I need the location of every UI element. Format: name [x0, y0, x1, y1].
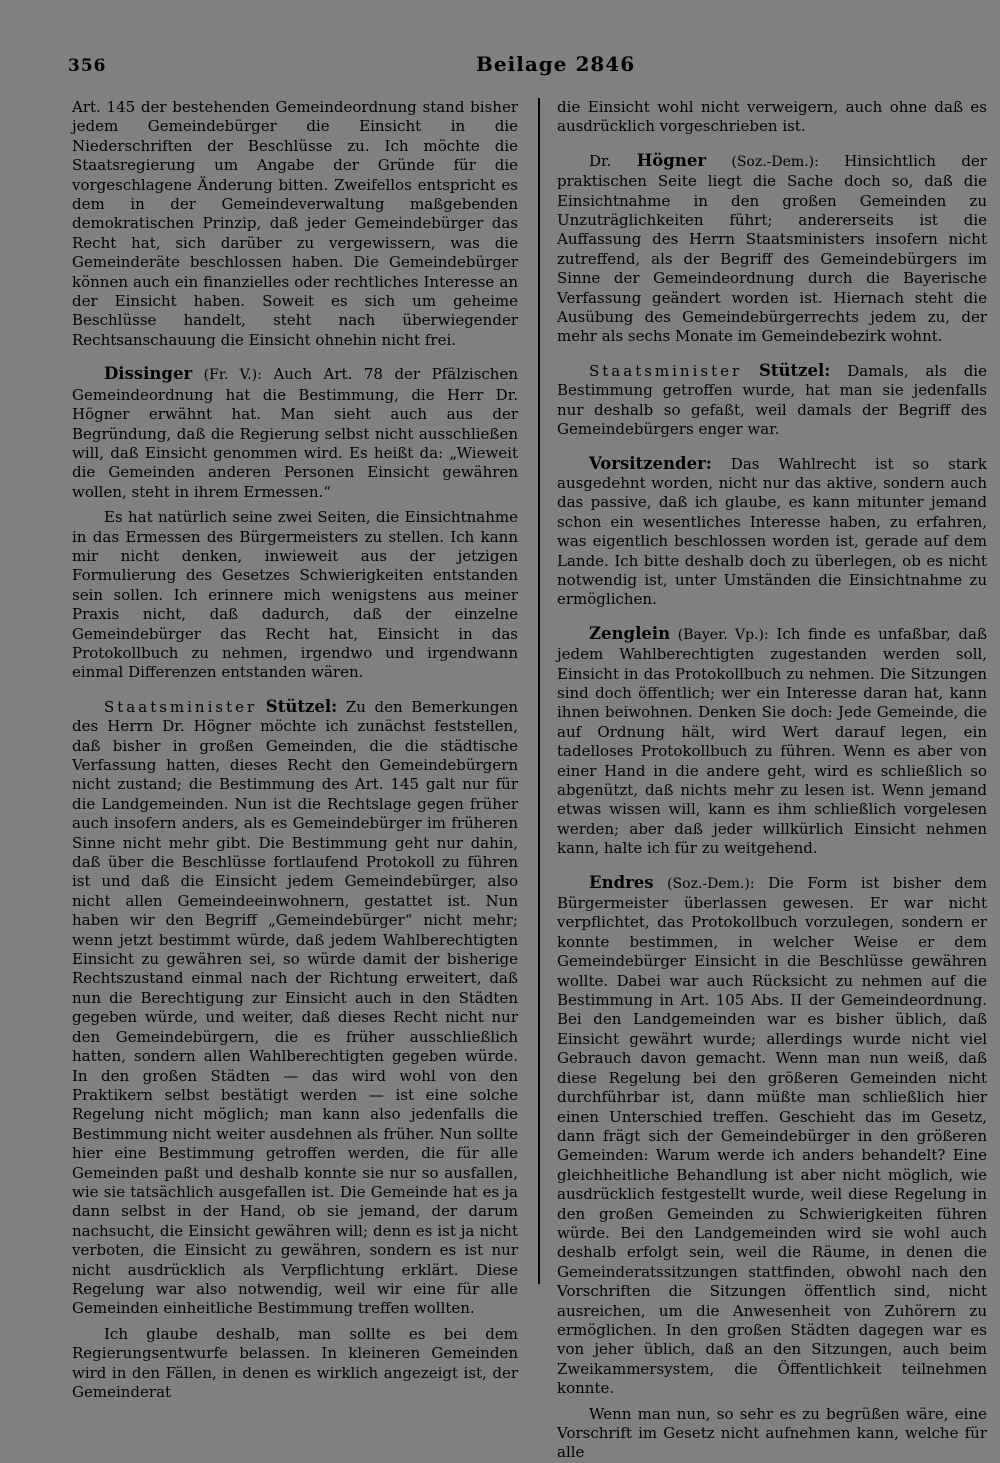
speech-text: Damals, als die Bestimmung getroffen wurde, hat man sie jedenfalls nur deshalb so gefaßt, weil damals der Begriff des Gemeindebürgers enger war.: [557, 361, 987, 439]
speaker-party: (Fr. V.):: [203, 367, 262, 384]
speech-endres: [557, 873, 987, 1399]
speaker-party: (Bayer. Vp.):: [677, 626, 769, 643]
speech-text: Hinsichtlich der praktischen Seite liegt die Sache doch so, daß die Einsichtnahme in den großen Gemeinden zu Unzuträglichkeiten führt; andererseits ist die Auffassung des Herrn Staatsministers insofern nicht zutreffend, als der Begriff des Gemeindebürgers im Sinne der Gemeindeordnung durch die Bayerische Verfassung geändert worden ist. Hiernach steht die Ausübung des Gemeindebürgerrechts jedem zu, der mehr als sechs Monate im Gemeindebezirk wohnt.: [557, 151, 987, 346]
speech-text: Das Wahlrecht ist so stark ausgedehnt worden, nicht nur das aktive, sondern auch das passive, daß ich glaube, es kann mitunter jemand schon ein wesentliches Interesse haben, zu erfahren, was eigentlich beschlossen worden ist, gerade auf dem Lande. Ich bitte deshalb doch zu überlegen, ob es nicht notwendig ist, unter Umständen die Einsichtnahme zu ermöglichen.: [557, 454, 987, 609]
speaker-role: Staatsminister: [104, 697, 258, 716]
paragraph: Ich glaube deshalb, man sollte es bei dem Regierungsentwurfe belassen. In kleineren Gemeinden wird in den Fällen, in denen es wirklich angezeigt ist, der Gemeinderat: [72, 1324, 518, 1401]
speech-text: Auch Art. 78 der Pfälzischen Gemeindeordnung hat die Bestimmung, die Herr Dr. Högner erwähnt hat. Man sieht auch aus der Begründung, daß die Regierung selbst nicht ausschließen will, daß Einsicht genommen wird. Es heißt da: „Wieweit die Gemeinden anderen Personen Einsicht gewähren wollen, steht in ihrem Ermessen.“: [72, 365, 518, 501]
speaker-name: Zenglein: [589, 623, 671, 643]
speaker-party: (Soz.-Dem.):: [731, 153, 819, 170]
speaker-role: Staatsminister: [589, 361, 743, 380]
speech-text: Ich finde es unfaßbar, daß jedem Wahlberechtigten zugestanden werden soll, Einsicht in das Protokollbuch zu nehmen. Die Sitzungen sind doch öffentlich; wer ein Interesse daran hat, kann ihnen beiwohnen. Denken Sie doch: Jede Gemeinde, die auf Ordnung hält, wird Wert darauf legen, ein tadelloses Protokollbuch zu führen. Wenn es aber von einer Hand in die andere geht, wird es schließlich so abgenützt, daß nichts mehr zu lesen ist. Wenn jemand etwas wissen will, kann es ihm schließlich vorgelesen werden; aber daß jeder willkürlich Einsicht nehmen kann, halte ich für zu weitgehend.: [557, 624, 988, 858]
speaker-name: Endres: [589, 872, 654, 892]
speaker-name: Dissinger: [104, 364, 193, 384]
speech-text: Zu den Bemerkungen des Herrn Dr. Högner möchte ich zunächst feststellen, daß bisher in großen Gemeinden, die die städtische Verfassung hatten, dieses Recht den Gemeindebürgern nicht zustand; die Bestimmung des Art. 145 galt nur für die Landgemeinden. Nun ist die Rechtslage gegen früher auch insofern anders, als es Gemeindebürger im früheren Sinne nicht mehr gibt. Die Bestimmung geht nur dahin, daß über die Beschlüsse fortlaufend Protokoll zu führen ist und daß die Einsicht jedem Gemeindebürger, also nicht allen Gemeindeeinwohnern, gestattet ist. Nun haben wir den Begriff „Gemeindebürger“ nicht mehr; wenn jetzt bestimmt würde, daß jedem Wahlberechtigten Einsicht zu gewähren sei, so würde damit der bisherige Rechtszustand einmal nach der Richtung erweitert, daß nun die Berechtigung zur Einsicht auch in den Städten gegeben würde, und weiter, daß dieses Recht nicht nur den Gemeindebürgern, die es früher ausschließlich hatten, sondern allen Wahlberechtigten gegeben würde. In den großen Städten — das wird wohl von den Praktikern selbst bestätigt werden — ist eine solche Regelung nicht möglich; man kann also jedenfalls die Bestimmung nicht weiter ausdehnen als früher. Nun sollte hier eine Bestimmung getroffen werden, die für alle Gemeinden paßt und deshalb konnte sie nur so ausfallen, wie sie tatsächlich ausgefallen ist. Die Gemeinde hat es ja dann selbst in der Hand, ob sie jemand, der darum nachsucht, die Einsicht gewähren will; denn es ist ja nicht verboten, die Einsicht zu gewähren, sondern es ist nur nicht ausdrücklich als Verpflichtung erklärt. Diese Regelung war also notwendig, weil wir eine für alle Gemeinden einheitliche Bestimmung treffen wollten.: [72, 697, 518, 1318]
speech-text: Die Form ist bisher dem Bürgermeister überlassen gewesen. Er war nicht verpflichtet, das Protokollbuch vorzulegen, sondern er konnte bestimmen, in welcher Weise er dem Gemeindebürger Einsicht in die Beschlüsse gewähren wollte. Dabei war auch Rücksicht zu nehmen auf die Bestimmung in Art. 105 Abs. II der Gemeindeordnung. Bei den Landgemeinden war es bisher üblich, daß Einsicht gewährt wurde; allerdings wurde nicht viel Gebrauch davon gemacht. Wenn man nun weiß, daß diese Regelung bei den größeren Gemeinden nicht durchführbar ist, dann müßte man schließlich hier einen Unterschied treffen. Geschieht das im Gesetz, dann frägt sich der Gemeindebürger in den größeren Gemeinden: Warum werde ich anders behandelt? Eine gleichheitliche Behandlung ist aber nicht möglich, wie ausdrücklich festgestellt wurde, weil diese Regelung in den großen Gemeinden zu Schwierigkeiten führen würde. Bei den Landgemeinden wird sie wohl auch deshalb erfolgt sein, weil die Räume, in denen die Gemeinderatssitzungen stattfinden, obwohl nach den Vorschriften die Sitzungen öffentlich sind, nicht ausreichen, um die Anwesenheit von Zuhörern zu ermöglichen. In den großen Städten dagegen war es von jeher üblich, daß an den Sitzungen, auch beim Zweikammersystem, die Öffentlichkeit teilnehmen konnte.: [557, 873, 987, 1398]
speaker-name: Vorsitzender:: [589, 453, 712, 473]
speech-dissinger: [72, 364, 518, 502]
paragraph: Art. 145 der bestehenden Gemeindeordnung stand bisher jedem Gemeindebürger die Einsicht in die Niederschriften der Beschlüsse zu. Ich möchte die Staatsregierung um Angabe der Gründe für die vorgeschlagene Änderung bitten. Zweifellos entspricht es dem in der Gemeindeverwaltung maßgebenden demokratischen Prinzip, daß jeder Gemeindebürger das Recht hat, sich darüber zu vergewissern, was die Gemeinderäte beschlossen haben. Die Gemeindebürger können auch ein finanzielles oder rechtliches Interesse an der Einsicht haben. Soweit es sich um geheime Beschlüsse handelt, steht nach überwiegender Rechtsanschauung die Einsicht ohnehin nicht frei.: [72, 98, 518, 349]
speaker-name: Högner: [636, 150, 707, 170]
speech-hoegner: [557, 151, 987, 347]
speaker-party: (Soz.-Dem.):: [667, 875, 755, 892]
left-column: [72, 98, 518, 1401]
speech-stuetzel: [72, 697, 518, 1319]
speaker-title: Dr.: [589, 151, 612, 170]
page-header: [68, 52, 970, 82]
speech-stuetzel-2: [557, 361, 987, 440]
paragraph: die Einsicht wohl nicht verweigern, auch ohne daß es ausdrücklich vorgeschrieben ist.: [557, 98, 987, 136]
page-number: 356: [68, 56, 107, 76]
right-column: [557, 98, 988, 1462]
column-divider: [538, 98, 540, 1284]
speech-vorsitzender: [557, 454, 987, 610]
speech-zenglein: [557, 624, 987, 859]
speaker-name: Stützel:: [265, 696, 338, 716]
speaker-name: Stützel:: [759, 360, 831, 380]
paragraph: Es hat natürlich seine zwei Seiten, die Einsichtnahme in das Ermessen des Bürgermeisters zu stellen. Ich kann mir nicht denken, inwieweit aus der jetzigen Formulierung des Gesetzes Schwierigkeiten entstanden sein sollen. Ich erinnere mich wenigstens aus meiner Praxis nicht, daß dadurch, daß der einzelne Gemeindebürger das Recht hat, Einsicht in das Protokollbuch zu nehmen, irgendwo und irgendwann einmal Differenzen entstanden wären.: [72, 508, 518, 682]
paragraph: Wenn man nun, so sehr es zu begrüßen wäre, eine Vorschrift im Gesetz nicht aufnehmen kann, welche für alle: [557, 1404, 987, 1462]
page-title: Beilage 2846: [476, 52, 636, 76]
